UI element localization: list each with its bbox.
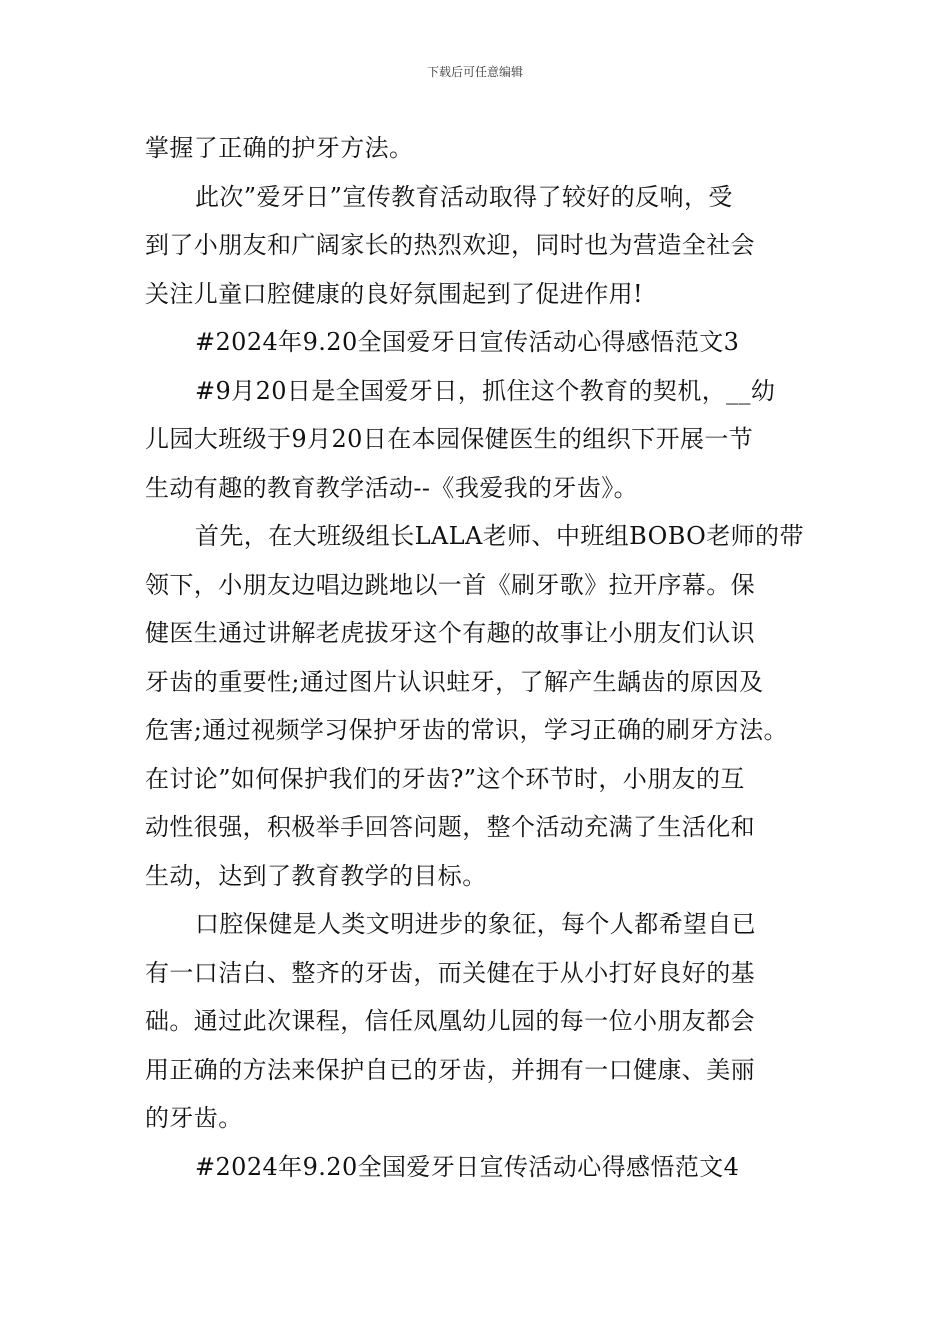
section-heading: #2024年9.20全国爱牙日宣传活动心得感悟范文4 (195, 1152, 740, 1181)
text-line: 用正确的方法来保护自已的牙齿，并拥有一口健康、美丽 (145, 1055, 755, 1084)
text-line: 健医生通过讲解老虎拔牙这个有趣的故事让小朋友们认识 (145, 619, 755, 647)
text-line: 掌握了正确的护牙方法。 (145, 134, 414, 162)
text-line: 在讨论”如何保护我们的牙齿?”这个环节时，小朋友的互 (145, 764, 745, 793)
text-line: 础。通过此次课程，信任凤凰幼儿园的每一位小朋友都会 (145, 1007, 755, 1035)
text-line: 的牙齿。 (145, 1104, 243, 1132)
text-line: 此次”爱牙日”宣传教育活动取得了较好的反响，受 (195, 182, 733, 211)
text-line: 生动，达到了教育教学的目标。 (145, 861, 487, 890)
text-line: 关注儿童口腔健康的良好氛围起到了促进作用! (145, 279, 644, 308)
text-line: 危害;通过视频学习保护牙齿的常识，学习正确的刷牙方法。 (145, 716, 788, 744)
text-line: 到了小朋友和广阔家长的热烈欢迎，同时也为营造全社会 (145, 231, 755, 259)
text-line: #9月20日是全国爱牙日，抓住这个教育的契机，__幼 (195, 376, 776, 405)
text-line: 口腔保健是人类文明进步的象征，每个人都希望自已 (195, 910, 757, 938)
section-heading: #2024年9.20全国爱牙日宣传活动心得感悟范文3 (195, 328, 740, 356)
text-line: 生动有趣的教育教学活动--《我爱我的牙齿》。 (145, 473, 639, 502)
text-line: 有一口洁白、整齐的牙齿，而关健在于从小打好良好的基 (145, 958, 755, 987)
text-line: 儿园大班级于9月20日在本园保健医生的组织下开展一节 (145, 425, 754, 453)
text-line: 动性很强，积极举手回答问题，整个活动充满了生活化和 (145, 813, 755, 841)
text-line: 首先，在大班级组长LALA老师、中班组BOBO老师的带 (195, 522, 804, 550)
document-body (145, 124, 815, 1191)
page-header-note: 下载后可任意编辑 (426, 65, 523, 79)
text-line: 牙齿的重要性;通过图片认识蛀牙，了解产生龋齿的原因及 (145, 667, 764, 696)
text-line: 领下，小朋友边唱边跳地以一首《刷牙歌》拉开序幕。保 (145, 570, 755, 599)
